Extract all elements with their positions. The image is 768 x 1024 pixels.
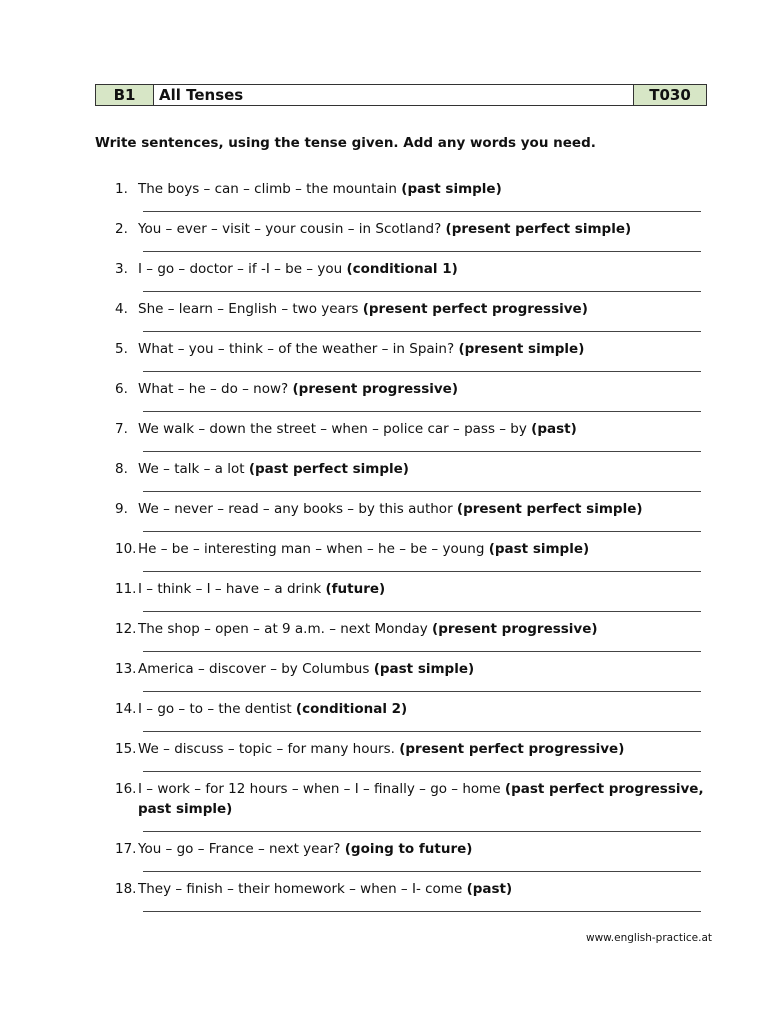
item-number: 10. bbox=[115, 541, 137, 557]
worksheet-header bbox=[95, 84, 707, 106]
answer-line[interactable] bbox=[143, 531, 701, 532]
exercise-item bbox=[0, 616, 768, 656]
exercise-item bbox=[0, 656, 768, 696]
item-tense: (present progressive) bbox=[432, 621, 598, 637]
item-prompt bbox=[138, 459, 704, 479]
answer-line[interactable] bbox=[143, 651, 701, 652]
item-number: 7. bbox=[115, 421, 128, 437]
answer-line[interactable] bbox=[143, 491, 701, 492]
item-number: 11. bbox=[115, 581, 137, 597]
exercise-item bbox=[0, 836, 768, 876]
exercise-item bbox=[0, 696, 768, 736]
item-prompt bbox=[138, 219, 704, 239]
item-prompt bbox=[138, 699, 704, 719]
item-number: 4. bbox=[115, 301, 128, 317]
item-tense: (past) bbox=[466, 881, 513, 897]
item-tense: (past perfect simple) bbox=[248, 461, 409, 477]
item-number: 15. bbox=[115, 741, 137, 757]
answer-line[interactable] bbox=[143, 731, 701, 732]
item-text: You – go – France – next year? bbox=[138, 841, 345, 857]
item-text: What – he – do – now? bbox=[138, 381, 293, 397]
item-tense: (going to future) bbox=[344, 841, 473, 857]
item-text: They – finish – their homework – when – I- come bbox=[138, 881, 467, 897]
exercise-item bbox=[0, 176, 768, 216]
answer-line[interactable] bbox=[143, 611, 701, 612]
item-text: The boys – can – climb – the mountain bbox=[138, 181, 402, 197]
item-tense: (present perfect progressive) bbox=[399, 741, 625, 757]
item-number: 9. bbox=[115, 501, 128, 517]
item-tense: (past simple) bbox=[488, 541, 590, 557]
answer-line[interactable] bbox=[143, 371, 701, 372]
item-text: He – be – interesting man – when – he – be – young bbox=[138, 541, 489, 557]
item-prompt bbox=[138, 299, 704, 319]
item-prompt bbox=[138, 659, 704, 679]
item-text: We – talk – a lot bbox=[138, 461, 249, 477]
item-number: 14. bbox=[115, 701, 137, 717]
worksheet-title: All Tenses bbox=[154, 85, 633, 105]
item-prompt bbox=[138, 879, 704, 899]
item-number: 13. bbox=[115, 661, 137, 677]
answer-line[interactable] bbox=[143, 571, 701, 572]
exercise-list bbox=[0, 176, 768, 916]
exercise-item bbox=[0, 376, 768, 416]
exercise-item bbox=[0, 416, 768, 456]
item-tense: (past simple) bbox=[401, 181, 502, 197]
answer-line[interactable] bbox=[143, 451, 701, 452]
item-tense: (present progressive) bbox=[292, 381, 458, 397]
item-prompt bbox=[138, 419, 704, 439]
item-prompt bbox=[138, 779, 704, 819]
footer-url: www.english-practice.at bbox=[586, 932, 713, 944]
exercise-item bbox=[0, 536, 768, 576]
item-number: 3. bbox=[115, 261, 128, 277]
item-tense: (present perfect progressive) bbox=[362, 301, 588, 317]
item-number: 2. bbox=[115, 221, 128, 237]
item-prompt bbox=[138, 499, 704, 519]
answer-line[interactable] bbox=[143, 411, 701, 412]
exercise-item bbox=[0, 256, 768, 296]
item-prompt bbox=[138, 179, 704, 199]
item-prompt bbox=[138, 739, 704, 759]
level-badge: B1 bbox=[96, 85, 154, 105]
answer-line[interactable] bbox=[143, 291, 701, 292]
item-number: 16. bbox=[115, 781, 137, 797]
answer-line[interactable] bbox=[143, 211, 701, 212]
item-number: 18. bbox=[115, 881, 137, 897]
item-prompt bbox=[138, 579, 704, 599]
item-tense: (present perfect simple) bbox=[445, 221, 632, 237]
exercise-item bbox=[0, 576, 768, 616]
item-text: She – learn – English – two years bbox=[138, 301, 363, 317]
answer-line[interactable] bbox=[143, 771, 701, 772]
item-text: I – go – to – the dentist bbox=[138, 701, 296, 717]
item-prompt bbox=[138, 379, 704, 399]
item-tense: (past simple) bbox=[373, 661, 475, 677]
exercise-item bbox=[0, 296, 768, 336]
item-tense: (past perfect progressive, past simple) bbox=[138, 781, 704, 817]
item-text: I – work – for 12 hours – when – I – finally – go – home bbox=[138, 781, 505, 797]
item-text: What – you – think – of the weather – in Spain? bbox=[138, 341, 459, 357]
answer-line[interactable] bbox=[143, 251, 701, 252]
answer-line[interactable] bbox=[143, 691, 701, 692]
item-number: 6. bbox=[115, 381, 128, 397]
item-prompt bbox=[138, 539, 704, 559]
exercise-item bbox=[0, 456, 768, 496]
item-number: 12. bbox=[115, 621, 137, 637]
item-prompt bbox=[138, 839, 704, 859]
exercise-item bbox=[0, 216, 768, 256]
worksheet-code: T030 bbox=[633, 85, 706, 105]
item-text: We walk – down the street – when – police car – pass – by bbox=[138, 421, 532, 437]
item-text: America – discover – by Columbus bbox=[138, 661, 374, 677]
item-tense: (conditional 1) bbox=[346, 261, 458, 277]
exercise-item bbox=[0, 776, 768, 836]
answer-line[interactable] bbox=[143, 871, 701, 872]
item-tense: (conditional 2) bbox=[295, 701, 408, 717]
item-text: I – think – I – have – a drink bbox=[138, 581, 326, 597]
exercise-item bbox=[0, 736, 768, 776]
exercise-item bbox=[0, 336, 768, 376]
item-text: We – discuss – topic – for many hours. bbox=[138, 741, 400, 757]
item-text: I – go – doctor – if -I – be – you bbox=[138, 261, 347, 277]
item-number: 1. bbox=[115, 181, 128, 197]
item-text: You – ever – visit – your cousin – in Scotland? bbox=[138, 221, 446, 237]
exercise-item bbox=[0, 876, 768, 916]
item-prompt bbox=[138, 619, 704, 639]
item-prompt bbox=[138, 259, 704, 279]
answer-line[interactable] bbox=[143, 331, 701, 332]
item-number: 17. bbox=[115, 841, 137, 857]
exercise-item bbox=[0, 496, 768, 536]
item-number: 8. bbox=[115, 461, 128, 477]
item-tense: (present simple) bbox=[458, 341, 585, 357]
item-tense: (past) bbox=[531, 421, 577, 437]
item-text: We – never – read – any books – by this author bbox=[138, 501, 457, 517]
item-text: The shop – open – at 9 a.m. – next Monday bbox=[138, 621, 433, 637]
answer-line[interactable] bbox=[143, 831, 701, 832]
item-tense: (present perfect simple) bbox=[456, 501, 643, 517]
item-number: 5. bbox=[115, 341, 128, 357]
item-tense: (future) bbox=[325, 581, 386, 597]
answer-line[interactable] bbox=[143, 911, 701, 912]
instructions: Write sentences, using the tense given. Add any words you need. bbox=[95, 135, 596, 151]
item-prompt bbox=[138, 339, 704, 359]
